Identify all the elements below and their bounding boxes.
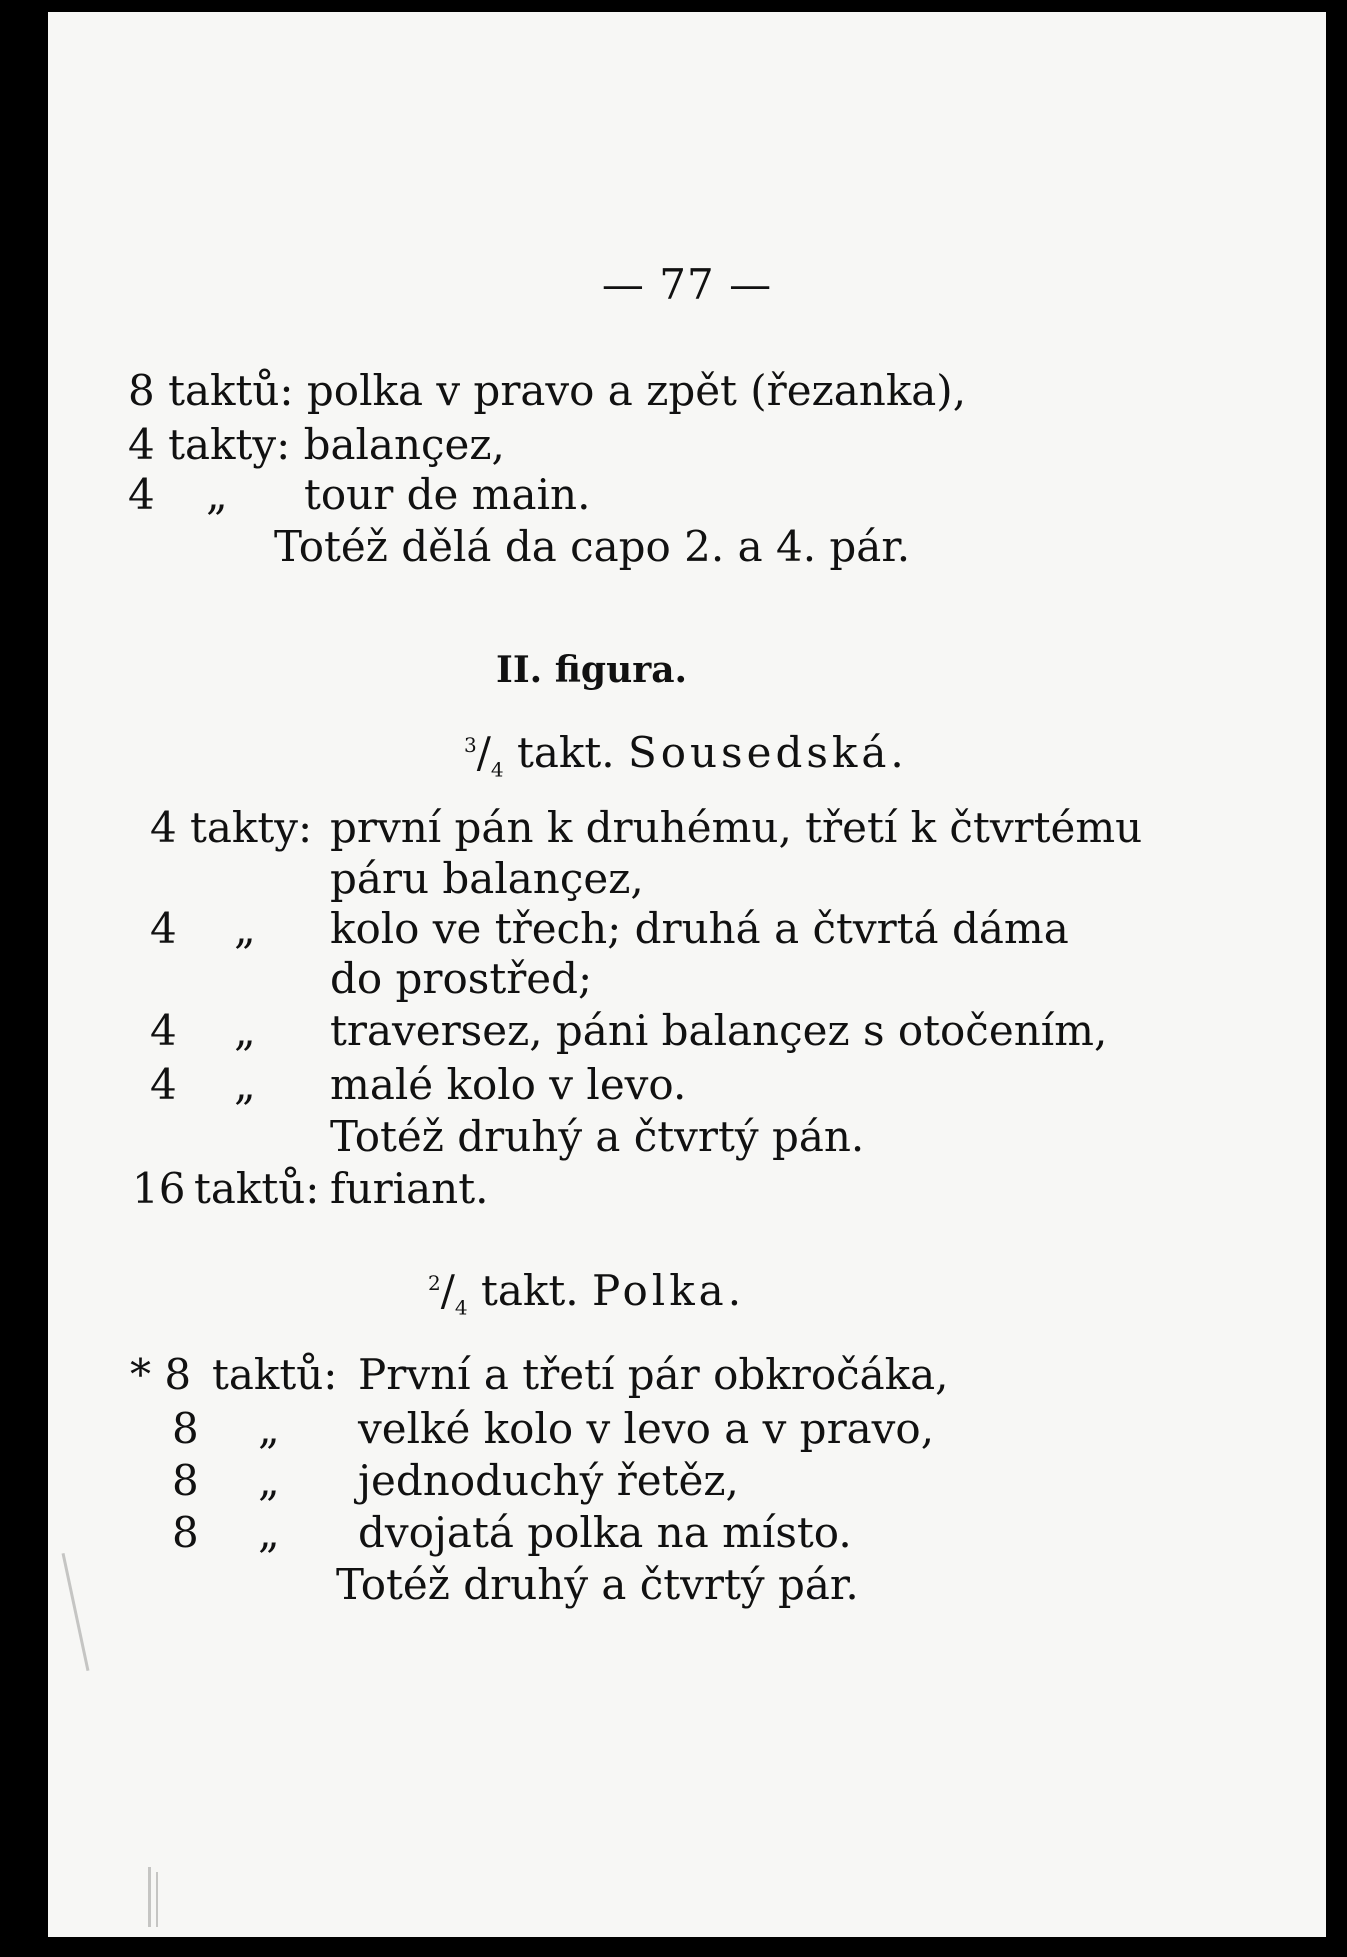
measure-count: 4 bbox=[150, 803, 177, 852]
measure-count: 8 bbox=[128, 366, 155, 415]
measure-count: 8 bbox=[172, 1404, 199, 1453]
meter-numerator: 3 bbox=[464, 733, 477, 757]
measure-unit: taktů: bbox=[212, 1350, 338, 1399]
text-line bbox=[128, 420, 505, 469]
measure-count: 4 bbox=[150, 904, 177, 953]
ditto-mark: „ bbox=[234, 1006, 256, 1055]
ditto-mark: „ bbox=[258, 1404, 280, 1453]
measure-count: 4 bbox=[150, 1060, 177, 1109]
meter-word: takt. bbox=[516, 728, 615, 777]
dance-name: Polka. bbox=[591, 1266, 746, 1315]
closing-line: Totéž dělá da capo 2. a 4. pár. bbox=[274, 522, 911, 571]
line-text: jednoduchý řetěz, bbox=[358, 1456, 739, 1505]
line-text: první pán k druhému, třetí k čtvrtému bbox=[330, 803, 1143, 852]
ditto-mark: „ bbox=[258, 1508, 280, 1557]
measure-unit: takty: bbox=[168, 420, 291, 469]
measure-count: 4 bbox=[128, 470, 155, 519]
book-page bbox=[48, 12, 1326, 1937]
closing-line: Totéž druhý a čtvrtý pár. bbox=[336, 1560, 859, 1609]
ditto-mark: „ bbox=[258, 1456, 280, 1505]
line-text: dvojatá polka na místo. bbox=[358, 1508, 852, 1557]
line-text: První a třetí pár obkročáka, bbox=[358, 1350, 949, 1399]
ditto-mark: „ bbox=[206, 470, 228, 519]
closing-line: Totéž druhý a čtvrtý pán. bbox=[330, 1112, 865, 1161]
measure-count: 4 bbox=[150, 1006, 177, 1055]
line-text: tour de main. bbox=[304, 470, 591, 519]
ditto-mark: „ bbox=[234, 904, 256, 953]
line-text: páru balançez, bbox=[330, 854, 644, 903]
scan-artifact bbox=[156, 1872, 158, 1927]
line-text: velké kolo v levo a v pravo, bbox=[358, 1404, 935, 1453]
measure-unit: takty: bbox=[190, 803, 313, 852]
scan-artifact bbox=[62, 1553, 90, 1671]
meter-denominator: 4 bbox=[454, 1295, 468, 1320]
measure-unit: taktů: bbox=[194, 1164, 320, 1213]
meter-word: takt. bbox=[480, 1266, 579, 1315]
line-text: furiant. bbox=[330, 1164, 489, 1213]
line-text: malé kolo v levo. bbox=[330, 1060, 687, 1109]
scan-artifact bbox=[148, 1867, 151, 1927]
measure-count: 8 bbox=[172, 1456, 199, 1505]
measure-count: * 8 bbox=[130, 1350, 192, 1399]
line-text: polka v pravo a zpět (řezanka), bbox=[306, 366, 967, 415]
section-title: $^3/_4$ takt. Sousedská. bbox=[464, 728, 908, 782]
line-text: traversez, páni balançez s otočením, bbox=[330, 1006, 1108, 1055]
measure-unit: taktů: bbox=[168, 366, 294, 415]
line-text: do prostřed; bbox=[330, 954, 593, 1003]
meter-numerator: 2 bbox=[428, 1271, 441, 1295]
dance-name: Sousedská. bbox=[627, 728, 908, 777]
measure-count: 16 bbox=[132, 1164, 186, 1213]
meter-denominator: 4 bbox=[490, 757, 504, 782]
measure-count: 8 bbox=[172, 1508, 199, 1557]
text-line bbox=[128, 366, 967, 415]
page-number: — 77 — bbox=[601, 260, 773, 309]
line-text: balançez, bbox=[303, 420, 505, 469]
ditto-mark: „ bbox=[234, 1060, 256, 1109]
figure-heading: II. figura. bbox=[496, 649, 688, 691]
section-title: $^2/_4$ takt. Polka. bbox=[428, 1266, 746, 1320]
line-text: kolo ve třech; druhá a čtvrtá dáma bbox=[330, 904, 1069, 953]
measure-count: 4 bbox=[128, 420, 155, 469]
